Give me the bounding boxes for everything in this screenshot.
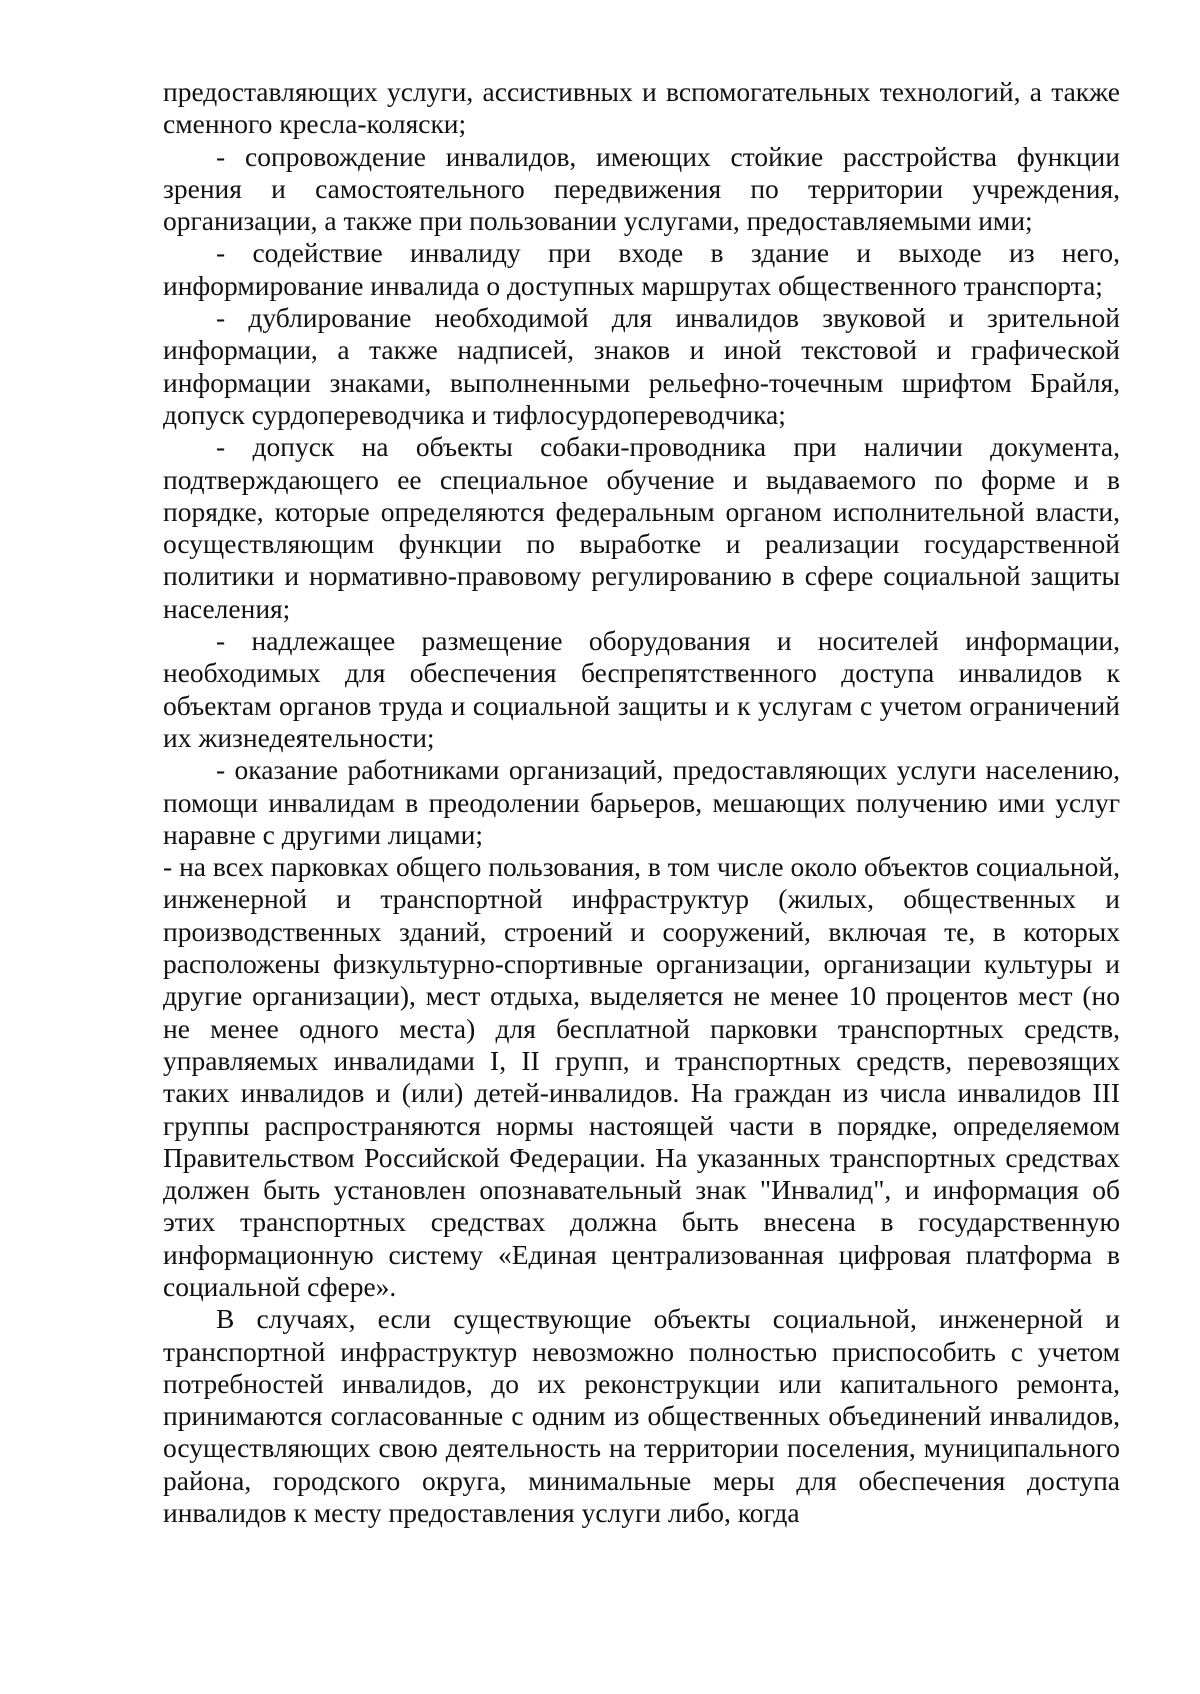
paragraph-minimal-measures: В случаях, если существующие объекты социальной, инженерной и транспортной инфраструктур невозможно полностью приспособить с учетом потребностей инвалидов, до их реконструкции или капитального ремонта, принимаются согласованные с одним из общественных объединений инвалидов, осуществляющих свою деятельность на территории поселения, муниципального района, городского округа, минимальные меры для обеспечения доступа инвалидов к месту предоставления услуги либо, когда — [163, 1303, 1120, 1529]
document-page — [163, 76, 1120, 1529]
paragraph-duplication: - дублирование необходимой для инвалидов звуковой и зрительной информации, а также надписей, знаков и иной текстовой и графической информации знаками, выполненными рельефно-точечным шрифтом Брайля, допуск сурдопереводчика и тифлосурдопереводчика; — [163, 302, 1120, 430]
paragraph-parking: - на всех парковках общего пользования, в том числе около объектов социальной, инженерной и транспортной инфраструктур (жилых, общественных и производственных зданий, строений и сооружений, включая те, в которых расположены физкультурно-спортивные организации, организации культуры и другие организации), мест отдыха, выделяется не менее 10 процентов мест (но не менее одного места) для бесплатной парковки транспортных средств, управляемых инвалидами I, II групп, и транспортных средств, перевозящих таких инвалидов и (или) детей-инвалидов. На граждан из числа инвалидов III группы распространяются нормы настоящей части в порядке, определяемом Правительством Российской Федерации. На указанных транспортных средствах должен быть установлен опознавательный знак "Инвалид", и информация об этих транспортных средствах должна быть внесена в государственную информационную систему «Единая централизованная цифровая платформа в социальной сфере». — [163, 851, 1120, 1302]
paragraph-staff-help: - оказание работниками организаций, предоставляющих услуги населению, помощи инвалидам в преодолении барьеров, мешающих получению ими услуг наравне с другими лицами; — [163, 754, 1120, 850]
paragraph-escort: - сопровождение инвалидов, имеющих стойкие расстройства функции зрения и самостоятельного передвижения по территории учреждения, организации, а также при пользовании услугами, предоставляемыми ими; — [163, 140, 1120, 237]
paragraph-guide-dog: - допуск на объекты собаки-проводника при наличии документа, подтверждающего ее специальное обучение и выдаваемого по форме и в порядке, которые определяются федеральным органом исполнительной власти, осуществляющим функции по выработке и реализации государственной политики и нормативно-правовому регулированию в сфере социальной защиты населения; — [163, 431, 1120, 624]
paragraph-entry-assistance: - содействие инвалиду при входе в здание и выходе из него, информирование инвалида о доступных маршрутах общественного транспорта; — [163, 237, 1120, 301]
paragraph-continuation: предоставляющих услуги, ассистивных и вспомогательных технологий, а также сменного кресла-коляски; — [163, 76, 1120, 140]
paragraph-equipment: - надлежащее размещение оборудования и носителей информации, необходимых для обеспечения беспрепятственного доступа инвалидов к объектам органов труда и социальной защиты и к услугам с учетом ограничений их жизнедеятельности; — [163, 625, 1120, 753]
